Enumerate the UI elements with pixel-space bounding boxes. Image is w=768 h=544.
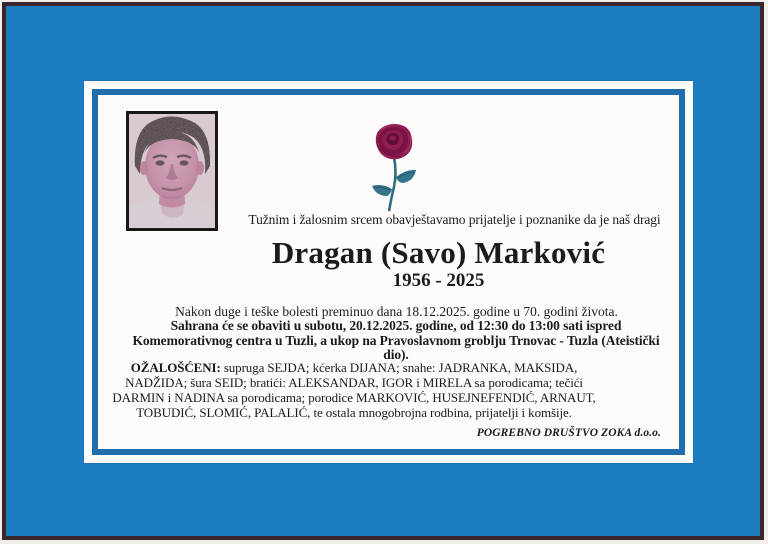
deceased-years: 1956 - 2025 [392,270,485,292]
rose-icon [356,121,428,213]
name-block [184,236,693,292]
funeral-company-signature: POGREBNO DRUŠTVO ZOKA d.o.o. [476,427,661,439]
obituary-card [84,81,693,463]
portrait-icon [129,114,215,228]
deceased-name: Dragan (Savo) Marković [271,235,606,270]
mourners-label: OŽALOŠĆENI: [130,360,221,375]
blue-background-frame [2,2,764,540]
death-info-line: Nakon duge i teške bolesti preminuo dana 18.12.2025. godine u 70. godini života. [175,304,618,319]
deceased-portrait-photo [126,111,218,231]
mourners-list: supruga SEJDA; kćerka DIJANA; snahe: JADRANKA, MAKSIDA, NADŽIDA; šura SEID; bratići: ALEKSANDAR, IGOR i MIRELA sa porodicama; tečići DARMIN i NADINA sa porodicama; porodice MARKOVIĆ, HUSEJNEFENDIĆ, ARNAUT, TOBUDIĆ, SLOMIĆ, PALALIĆ, te ostala mnogobrojna rodbina, prijatelji i komšije. [112,360,596,421]
rose-graphic [356,121,428,213]
mourners-paragraph [102,360,606,420]
funeral-info: Sahrana će se obaviti u subotu, 20.12.2025. godine, od 12:30 do 13:00 sati ispred Komemorativnog centra u Tuzli, a ukop na Pravoslavnom groblju Trnovac - Tuzla (Ateistički dio). [132,318,660,363]
intro-line: Tužnim i žalosnim srcem obavještavamo prijatelje i poznanike da je naš dragi [248,212,661,227]
